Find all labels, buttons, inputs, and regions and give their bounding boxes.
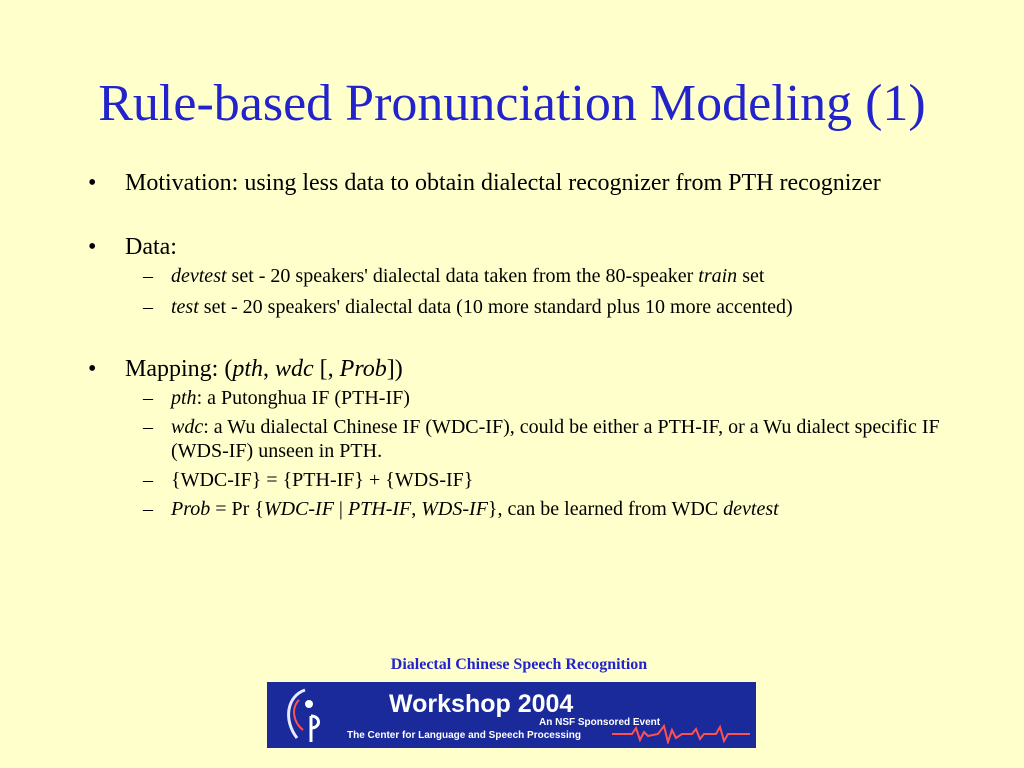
banner-subtitle: An NSF Sponsored Event [539, 717, 661, 728]
sub-bullet-marker: – [143, 498, 153, 520]
bullet-text: [, [313, 356, 340, 382]
bullet-motivation [88, 170, 968, 197]
term-devtest: devtest [171, 265, 227, 287]
bullet-text: Data: [125, 234, 177, 260]
term-devtest: devtest [723, 498, 779, 520]
sub-bullet-wdc [88, 415, 968, 463]
term-pth: pth [171, 387, 197, 409]
bullet-text: , [263, 356, 275, 382]
banner-org: The Center for Language and Speech Processing [347, 730, 581, 741]
term-wds-if: WDS-IF [421, 498, 488, 520]
term-wdc: wdc [275, 356, 314, 382]
term-wdc: wdc [171, 416, 204, 438]
slide-content [88, 170, 968, 521]
sub-bullet-text: set [737, 265, 765, 287]
workshop-banner [267, 682, 756, 748]
term-pth-if: PTH-IF [347, 498, 412, 520]
sub-bullet-text: {WDC-IF} = {PTH-IF} + {WDS-IF} [171, 469, 474, 491]
bullet-mapping [88, 356, 968, 383]
bullet-marker: • [88, 170, 97, 196]
sub-bullet-marker: – [143, 265, 153, 287]
sub-bullet-text: set - 20 speakers' dialectal data (10 more standard plus 10 more accented) [198, 296, 793, 318]
sub-bullet-test [88, 295, 968, 319]
clsp-logo-icon [275, 686, 335, 746]
sub-bullet-text: , [411, 498, 422, 520]
sub-bullet-text: : a Putonghua IF (PTH-IF) [196, 387, 410, 409]
sub-bullet-text: = Pr { [210, 498, 264, 520]
bullet-marker: • [88, 234, 97, 260]
term-test: test [171, 296, 199, 318]
sub-bullet-marker: – [143, 387, 153, 409]
waveform-icon [612, 724, 750, 744]
sub-bullet-text: set - 20 speakers' dialectal data taken from the 80-speaker [226, 265, 699, 287]
bullet-text: Mapping: ( [125, 356, 233, 382]
bullet-marker: • [88, 356, 97, 382]
slide-title: Rule-based Pronunciation Modeling (1) [98, 75, 926, 132]
bullet-data [88, 234, 968, 261]
term-train: train [698, 265, 738, 287]
sub-bullet-devtest [88, 264, 968, 288]
term-prob: Prob [171, 498, 211, 520]
sub-bullet-pth [88, 386, 968, 410]
bullet-text: ]) [386, 356, 403, 382]
footer-caption: Dialectal Chinese Speech Recognition [390, 656, 648, 673]
sub-bullet-marker: – [143, 469, 153, 491]
term-pth: pth [232, 356, 263, 382]
sub-bullet-text: : a Wu dialectal Chinese IF (WDC-IF), could be either a PTH-IF, or a Wu dialect specific IF (WDS-IF) unseen in PTH. [171, 416, 940, 462]
term-prob: Prob [339, 356, 387, 382]
sub-bullet-marker: – [143, 296, 153, 318]
sub-bullet-text: | [333, 498, 348, 520]
sub-bullet-prob [88, 497, 968, 521]
term-wdc-if: WDC-IF [263, 498, 334, 520]
banner-title: Workshop 2004 [389, 690, 574, 718]
sub-bullet-marker: – [143, 416, 153, 438]
bullet-text: Motivation: using less data to obtain dialectal recognizer from PTH recognizer [125, 170, 881, 196]
sub-bullet-set-equation [88, 468, 968, 492]
sub-bullet-text: }, can be learned from WDC [487, 498, 724, 520]
